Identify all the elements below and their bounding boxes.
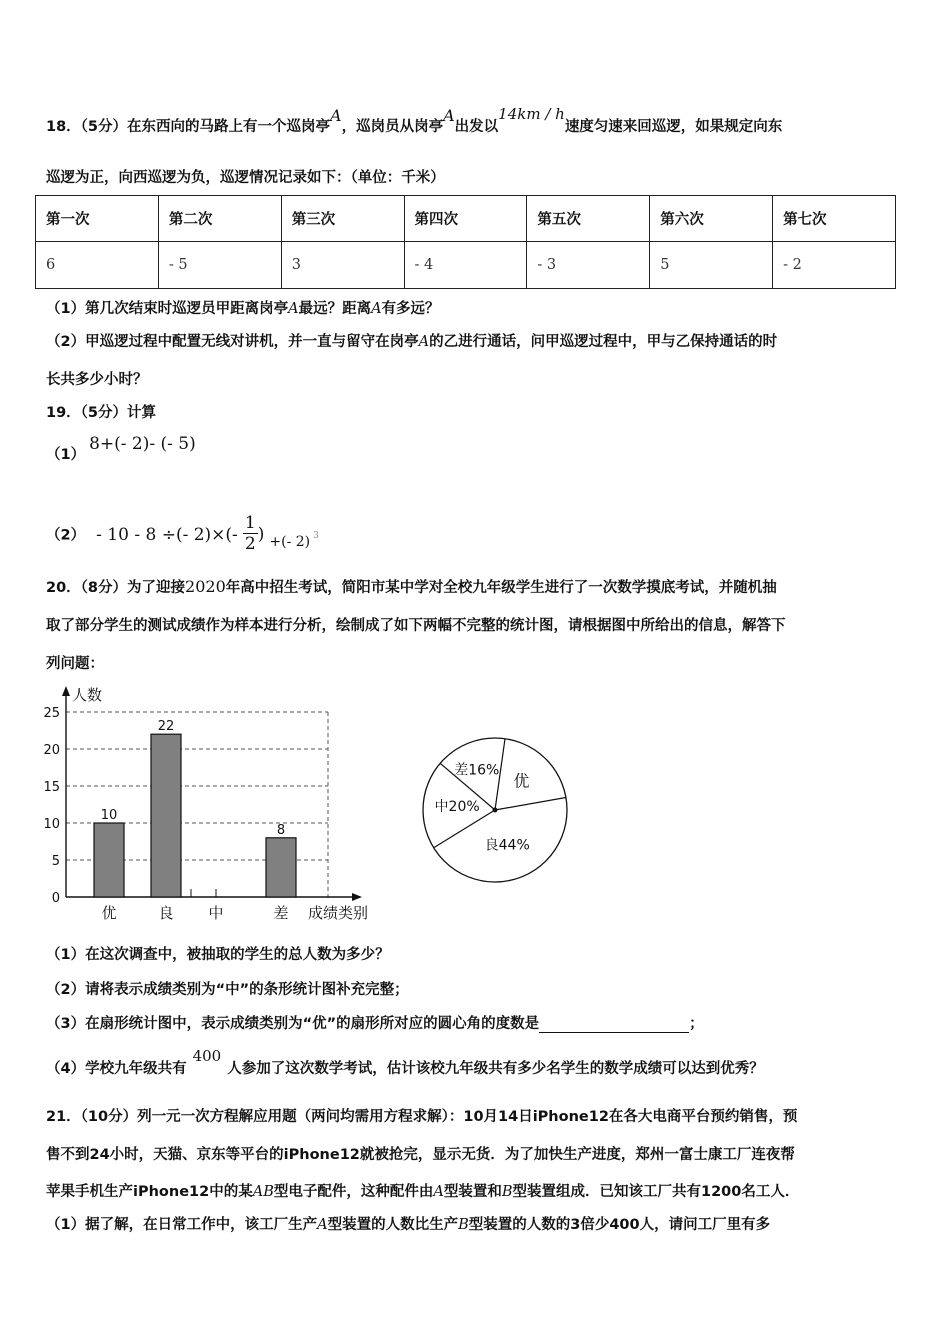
table-value-cell: - 5 bbox=[158, 242, 281, 289]
pie-center bbox=[493, 808, 498, 813]
data-label: 22 bbox=[157, 719, 175, 735]
y-tick-label: 10 bbox=[43, 817, 60, 832]
pie-label: 优 bbox=[513, 771, 530, 791]
patrol-record-table bbox=[35, 195, 896, 289]
data-label: 8 bbox=[276, 822, 286, 838]
q18-sub2: （2）甲巡逻过程中配置无线对讲机，并一直与留守在岗亭A的乙进行通话，问甲巡逻过程中，甲与乙保持通话的时 bbox=[46, 334, 778, 350]
table-value-cell: 3 bbox=[281, 242, 404, 289]
y-tick-label: 5 bbox=[51, 854, 60, 869]
y-tick-label: 0 bbox=[51, 891, 60, 906]
x-tick-label: 优 bbox=[101, 904, 117, 922]
data-label: 10 bbox=[100, 808, 118, 823]
q18-line1: 18．（5分）在东西向的马路上有一个巡岗亭A，巡岗员从岗亭A出发以14km / h速度匀速来回巡逻，如果规定向东 bbox=[46, 105, 783, 135]
q20-sub3: （3）在扇形统计图中，表示成绩类别为“优”的扇形所对应的圆心角的度数是 ； bbox=[46, 1016, 704, 1032]
q19-title: 19．（5分）计算 bbox=[46, 405, 157, 421]
q21-line3: 苹果手机生产iPhone12中的某AB型电子配件，这种配件由A型装置和B型装置组成．已知该工厂共有1200名工人． bbox=[46, 1184, 800, 1200]
q21-line1: 21．（10分）列一元一次方程解应用题（两问均需用方程求解）：10月14日iPhone12在各大电商平台预约销售，预 bbox=[46, 1109, 798, 1125]
table-value-cell: - 4 bbox=[404, 242, 527, 289]
x-tick-label: 差 bbox=[273, 904, 289, 922]
q20-sub1: （1）在这次调查中，被抽取的学生的总人数为多少？ bbox=[46, 947, 390, 963]
y-axis-arrow bbox=[62, 686, 70, 696]
q20-line1: 20．（8分）为了迎接2020年高中招生考试，简阳市某中学对全校九年级学生进行了一次数学摸底考试，并随机抽 bbox=[46, 577, 777, 596]
pie-label: 差16% bbox=[454, 762, 500, 779]
q21-line2: 售不到24小时，天猫、京东等平台的iPhone12就被抢完，显示无货．为了加快生产进度，郑州一富士康工厂连夜帮 bbox=[46, 1147, 795, 1163]
x-tick-label: 良 bbox=[158, 904, 174, 922]
bar-差 bbox=[266, 838, 296, 897]
table-value-cell: 5 bbox=[650, 242, 773, 289]
x-axis-arrow bbox=[352, 893, 362, 901]
table-header-cell: 第二次 bbox=[158, 196, 281, 242]
q19-part1: （1）8+(- 2)- (- 5) bbox=[46, 434, 196, 463]
q20-sub2: （2）请将表示成绩类别为“中”的条形统计图补充完整； bbox=[46, 982, 409, 998]
q18-line2: 巡逻为正，向西巡逻为负，巡逻情况记录如下：（单位：千米） bbox=[46, 170, 445, 186]
q19-part2: （2） - 10 - 8 ÷(- 2)×(- $\frac{1}{2}$ ) +(- 2) $^3$ bbox=[46, 513, 319, 554]
table-header-cell: 第五次 bbox=[527, 196, 650, 242]
pie-label: 中20% bbox=[434, 798, 480, 815]
q21-line4: （1）据了解，在日常工作中，该工厂生产A型装置的人数比生产B型装置的人数的3倍少400人，请问工厂里有多 bbox=[46, 1217, 771, 1233]
q20-line2: 取了部分学生的测试成绩作为样本进行分析，绘制成了如下两幅不完整的统计图，请根据图中所给出的信息，解答下 bbox=[46, 618, 786, 634]
table-header-cell: 第六次 bbox=[650, 196, 773, 242]
table-header-cell: 第一次 bbox=[36, 196, 159, 242]
q19-expr2: - 10 - 8 ÷(- 2)×(- bbox=[96, 524, 238, 545]
y-tick-label: 20 bbox=[43, 743, 60, 758]
y-tick-label: 25 bbox=[43, 706, 60, 721]
table-value-cell: - 3 bbox=[527, 242, 650, 289]
q19-expr1: 8+(- 2)- (- 5) bbox=[89, 434, 196, 454]
bar-良 bbox=[151, 734, 181, 897]
q18-sub2-cont: 长共多少小时？ bbox=[46, 372, 148, 388]
table-header-row bbox=[36, 196, 896, 242]
speed-value: 14km / h bbox=[498, 105, 565, 123]
y-axis-title: 人数 bbox=[72, 686, 103, 704]
var-a: A bbox=[443, 106, 455, 125]
q19-fraction: $\frac{1}{2}$ bbox=[244, 513, 256, 554]
y-tick-label: 15 bbox=[43, 780, 60, 795]
answer-blank bbox=[539, 1018, 689, 1033]
q18-sub1: （1）第几次结束时巡逻员甲距离岗亭A最远？距离A有多远？ bbox=[46, 301, 440, 317]
table-value-row bbox=[36, 242, 896, 289]
x-axis-title: 成绩类别 bbox=[308, 904, 369, 922]
q20-line3: 列问题： bbox=[46, 656, 104, 672]
pie-chart bbox=[410, 725, 580, 895]
table-header-cell: 第三次 bbox=[281, 196, 404, 242]
bar-chart bbox=[30, 682, 370, 922]
table-value-cell: - 2 bbox=[773, 242, 896, 289]
x-tick-label: 中 bbox=[208, 904, 224, 922]
table-header-cell: 第七次 bbox=[773, 196, 896, 242]
var-a: A bbox=[330, 106, 342, 125]
pie-label: 良44% bbox=[484, 837, 530, 854]
table-header-cell: 第四次 bbox=[404, 196, 527, 242]
q20-sub4: （4）学校九年级共有400人参加了这次数学考试，估计该校九年级共有多少名学生的数学成绩可以达到优秀？ bbox=[46, 1047, 764, 1077]
table-value-cell: 6 bbox=[36, 242, 159, 289]
bar-优 bbox=[94, 823, 124, 897]
